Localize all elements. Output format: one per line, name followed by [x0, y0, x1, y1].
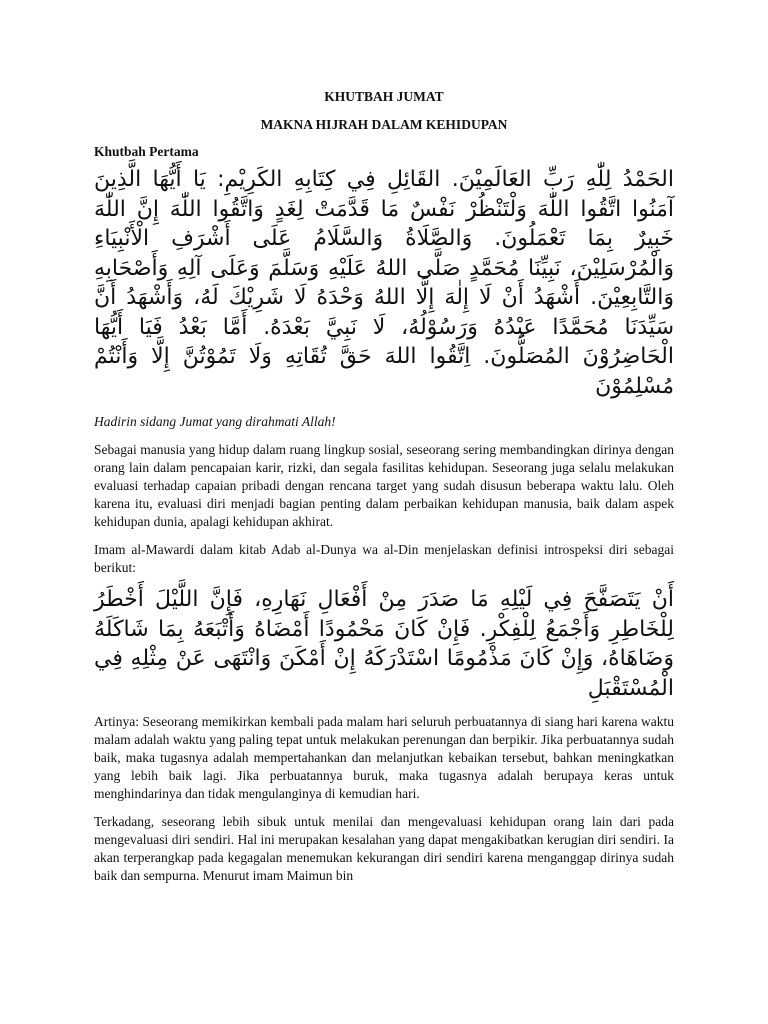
opening-arabic-text: الحَمْدُ لِلّٰهِ رَبِّ العَالَمِيْنَ. القَائِلِ فِي كِتَابِهِ الكَرِيْمِ: يَا أَيُّهَا الَّذِينَ آمَنُوا اتَّقُوا اللّٰهَ وَلْتَنْظُرْ نَفْسٌ مَا قَدَّمَتْ لِغَدٍ وَاتَّقُوا اللّٰهَ إِنَّ اللّٰهَ خَبِيرٌ بِمَا تَعْمَلُونَ. وَالصَّلَاةُ وَالسَّلَامُ عَلَى أَشْرَفِ الْأَنْبِيَاءِ وَالْمُرْسَلِيْنَ، نَبِيِّنَا مُحَمَّدٍ صَلَّى اللهُ عَلَيْهِ وَسَلَّمَ وَعَلَى آلِهِ وَأَصْحَابِهِ وَالتَّابِعِيْنَ. أَشْهَدُ أَنْ لَا إِلٰهَ إِلَّا اللهُ وَحْدَهُ لَا شَرِيْكَ لَهُ، وَأَشْهَدُ أَنَّ سَيِّدَنَا مُحَمَّدًا عَبْدُهُ وَرَسُوْلُهُ، لَا نَبِيَّ بَعْدَهُ. أَمَّا بَعْدُ فَيَا أَيُّهَا الْحَاضِرُوْنَ المُصَلُّونَ. اِتَّقُوا اللهَ حَقَّ تُقَاتِهِ وَلَا تَمُوْتُنَّ إِلَّا وَأَنْتُمْ مُسْلِمُوْنَ [94, 167, 674, 399]
paragraph-translation: Artinya: Seseorang memikirkan kembali pada malam hari seluruh perbuatannya di siang hari karena waktu malam adalah waktu yang paling tepat untuk melakukan perenungan dan berpikir. Jika perbuatannya sudah baik, maka tugasnya adalah mempertahankan dan melanjutkan kebaikan tersebut, bahkan meningkatkan yang lebih baik lagi. Jika perbuatannya buruk, maka tugasnya adalah berupaya keras untuk menghindarinya dan tidak mengulanginya di kemudian hari. [94, 714, 674, 801]
paragraph-self-evaluation: Terkadang, seseorang lebih sibuk untuk menilai dan mengevaluasi kehidupan orang lain dari pada mengevaluasi diri sendiri. Hal ini merupakan kesalahan yang dapat mengakibatkan kerugian diri sendiri. Ia akan terperangkap pada kegagalan menemukan kekurangan diri sendiri karena menganggap dirinya sudah baik dan sempurna. Menurut imam Maimun bin [94, 814, 674, 883]
paragraph-evaluation: Sebagai manusia yang hidup dalam ruang lingkup sosial, seseorang sering membandingkan dirinya dengan orang lain dalam pencapaian karir, rizki, dan segala fasilitas kehidupan. Seseorang juga selalu melakukan evaluasi terhadap capaian pribadi dengan rencana target yang sudah disusun beberapa waktu lalu. Oleh karena itu, evaluasi diri menjadi bagian penting dalam perbaikan kehidupan manusia, baik dalam aspek kehidupan dunia, apalagi kehidupan akhirat. [94, 442, 674, 529]
greeting-text: Hadirin sidang Jumat yang dirahmati Allah! [94, 414, 336, 429]
quote-arabic-text: أَنْ يَتَصَفَّحَ فِي لَيْلِهِ مَا صَدَرَ مِنْ أَفْعَالِ نَهَارِهِ، فَإِنَّ اللَّيْلَ أَخْطَرُ لِلْخَاطِرِ وَأَجْمَعُ لِلْفِكْرِ. فَإِنْ كَانَ مَحْمُودًا أَمْضَاهُ وَأَتْبَعَهُ بِمَا شَاكَلَهُ وَضَاهَاهُ، وَإِنْ كَانَ مَذْمُومًا اسْتَدْرَكَهُ إِنْ أَمْكَنَ وَانْتَهَى عَنْ مِثْلِهِ فِي الْمُسْتَقْبَلِ [94, 587, 674, 701]
paragraph-mawardi-intro: Imam al-Mawardi dalam kitab Adab al-Dunya wa al-Din menjelaskan definisi introspeksi diri sebagai berikut: [94, 542, 674, 575]
document-subtitle: MAKNA HIJRAH DALAM KEHIDUPAN [260, 117, 508, 132]
document-title: KHUTBAH JUMAT [324, 89, 444, 104]
section-heading: Khutbah Pertama [94, 144, 199, 159]
